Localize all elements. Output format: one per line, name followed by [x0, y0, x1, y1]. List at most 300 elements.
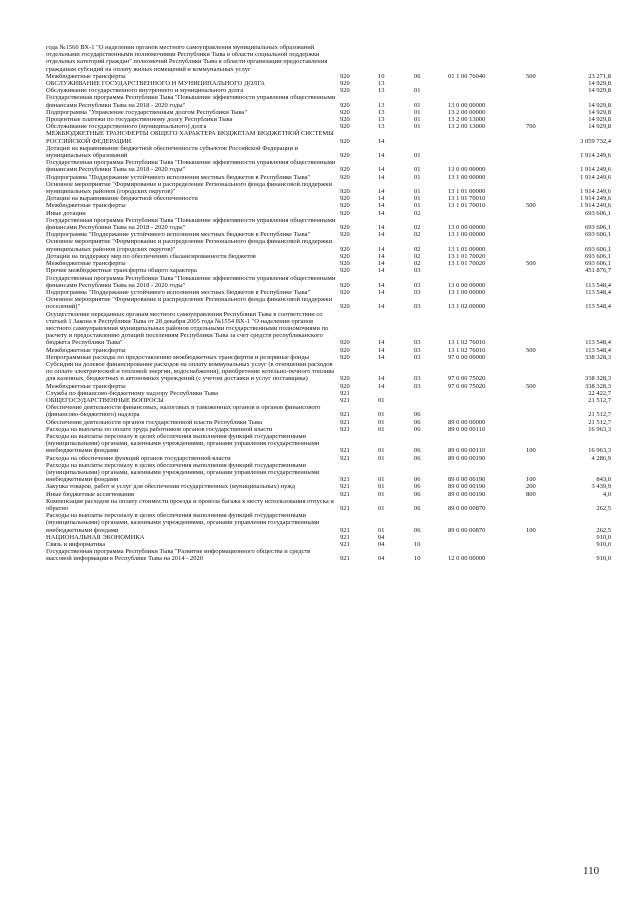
row-name: Обслуживание государственного (муниципального) долга — [46, 123, 207, 131]
row-name: Дотации на выравнивание бюджетной обеспеченности субъектов Российской Федерации и муниципальных образований — [46, 144, 299, 160]
row-amount: 23 271,8 — [588, 72, 611, 80]
row-subsection-code: 03 — [414, 281, 421, 289]
row-amount: 451 876,7 — [585, 267, 611, 275]
row-subsection-code — [414, 397, 448, 404]
budget-table-page — [46, 44, 611, 563]
table-row — [46, 397, 611, 404]
row-section-code: 14 — [378, 267, 385, 275]
row-amount: 14 929,8 — [588, 123, 611, 131]
table-row — [46, 483, 611, 490]
row-amount: 338 328,3 — [585, 353, 611, 361]
table-row — [46, 491, 611, 498]
row-section-code: 14 — [378, 346, 385, 354]
row-expense-type — [526, 267, 560, 274]
row-name: Межбюджетные трансферты — [46, 382, 126, 390]
row-amount: 910,0 — [596, 555, 611, 563]
row-subsection-code: 03 — [414, 288, 421, 296]
row-subsection-code: 06 — [414, 411, 421, 419]
table-row — [46, 181, 611, 195]
row-ministry-code: 921 — [340, 483, 350, 491]
row-expense-type — [526, 275, 560, 289]
row-expense-type — [526, 94, 560, 108]
row-amount: 14 929,8 — [588, 108, 611, 116]
row-ministry-code: 920 — [340, 209, 350, 217]
row-target-article: 13 2 00 13000 — [448, 123, 486, 131]
row-section-code: 14 — [378, 137, 385, 145]
row-target-article — [448, 541, 526, 548]
row-subsection-code: 01 — [414, 152, 421, 160]
row-amount: 21 512,7 — [588, 396, 611, 404]
row-target-article — [448, 87, 526, 94]
row-name: Компенсация расходов на оплату стоимости проезда и провоза багажа к месту использования отпуска и обратно — [46, 497, 334, 512]
row-section-code: 14 — [378, 339, 385, 347]
row-subsection-code: 06 — [414, 447, 421, 455]
table-row — [46, 289, 611, 296]
table-row — [46, 455, 611, 462]
row-expense-type — [526, 210, 560, 217]
table-row — [46, 498, 611, 512]
row-name: Иные дотации — [46, 209, 86, 217]
row-amount: 1 914 249,6 — [580, 188, 611, 196]
row-ministry-code: 920 — [340, 87, 350, 95]
row-name: Государственная программа Республики Тыва "Развитие информационного общества и средств массовой информации в Республике Тыва на 2014 - 2020 — [46, 548, 311, 563]
table-row — [46, 275, 611, 289]
row-amount: 113 548,4 — [585, 346, 611, 354]
row-amount: 113 548,4 — [585, 288, 611, 296]
row-target-article: 13 1 01 00000 — [448, 245, 486, 253]
row-section-code: 01 — [378, 425, 385, 433]
row-target-article: 13 1 01 70010 — [448, 195, 486, 203]
table-row — [46, 94, 611, 108]
row-name: года №1560 ВХ-1 "О наделении органов местного самоуправления муниципальных образований отдельными государственными полномочиями Республики Тыва в области социальной поддержки отдельных категорий граждан" полномочий Республики Тыва в области организации предоставления гражданам субсидий на оплату жилых помещений и коммунальных услуг — [46, 44, 328, 73]
row-ministry-code: 921 — [340, 454, 350, 462]
table-row — [46, 419, 611, 426]
row-section-code: 01 — [378, 490, 385, 498]
row-name: Подпрограмма "Поддержание устойчивого исполнения местных бюджетов в Республике Тыва" — [46, 173, 311, 181]
table-row — [46, 44, 611, 73]
row-name: Подпрограмма "Поддержание устойчивого исполнения местных бюджетов в Республике Тыва" — [46, 288, 311, 296]
row-amount: 338 328,3 — [585, 375, 611, 383]
row-section-code: 14 — [378, 173, 385, 181]
table-row — [46, 433, 611, 455]
row-name: Межбюджетные трансферты — [46, 72, 126, 80]
row-name: Государственная программа Республики Тыва "Повышение эффективности управления общественными финансами Республики Тыва на 2018 - 2020 годы" — [46, 94, 336, 109]
row-amount: 3 439,9 — [591, 483, 611, 491]
row-expense-type — [526, 253, 560, 260]
table-row — [46, 260, 611, 267]
row-name: Подпрограмма "Поддержание устойчивого исполнения местных бюджетов в Республике Тыва" — [46, 231, 311, 239]
row-target-article: 13 0 00 00000 — [448, 281, 486, 289]
row-target-article — [448, 534, 526, 541]
row-ministry-code: 920 — [340, 288, 350, 296]
row-name: Расходы на выплаты персоналу в целях обеспечения выполнения функций государственными (муниципальными) органами, казенными учреждениями, органами управления государственными внебюджетными фондами — [46, 461, 320, 484]
row-ministry-code: 921 — [340, 411, 350, 419]
table-row — [46, 541, 611, 548]
row-name: Осуществление переданных органам местного самоуправления Республики Тыва в соответствии со статьей 1 Закона в Республики Тыва от 28 декабря 2005 года №1554 ВХ-1 "О наделении органов местного самоуправления муниципальных районов отдельными государственными полномочиями по расчету и предоставлению дотаций поселениям Республики Тыва за счет средств республиканского бюджета Республики Тыва" — [46, 310, 329, 347]
row-target-article: 89 0 00 00190 — [448, 490, 486, 498]
row-ministry-code: 921 — [340, 418, 350, 426]
row-expense-type — [526, 419, 560, 426]
row-section-code: 01 — [378, 526, 385, 534]
row-subsection-code: 01 — [414, 108, 421, 116]
row-ministry-code: 920 — [340, 260, 350, 268]
row-amount: 693 606,1 — [585, 245, 611, 253]
table-row — [46, 73, 611, 80]
row-subsection-code: 06 — [414, 505, 421, 512]
row-subsection-code: 03 — [414, 382, 421, 390]
row-subsection-code — [414, 44, 448, 73]
row-ministry-code: 920 — [340, 224, 350, 232]
row-target-article: 13 0 00 00000 — [448, 166, 486, 174]
table-row — [46, 426, 611, 433]
table-row — [46, 383, 611, 390]
row-target-article: 13 0 00 00000 — [448, 224, 486, 232]
row-name: Государственная программа Республики Тыва "Повышение эффективности управления общественными финансами Республики Тыва на 2018 - 2020 годы" — [46, 216, 336, 232]
row-expense-type — [526, 397, 560, 404]
row-expense-type — [526, 354, 560, 361]
row-ministry-code: 920 — [340, 339, 350, 347]
row-name: Основное мероприятие "Формирование и распределение Регионального фонда финансовой поддержки поселений)" — [46, 296, 333, 311]
row-ministry-code: 920 — [340, 123, 350, 131]
row-expense-type: 100 — [526, 526, 536, 534]
row-amount: 693 606,1 — [585, 224, 611, 232]
row-name: Расходы на выплаты персоналу в целях обеспечения выполнения функций государственными (муниципальными) органами, казенными учреждениями, органами управления государственными внебюджетными фондами — [46, 512, 320, 534]
row-ministry-code: 921 — [340, 526, 350, 534]
row-subsection-code: 01 — [414, 195, 421, 203]
row-ministry-code: 921 — [340, 555, 350, 563]
row-subsection-code: 02 — [414, 245, 421, 253]
row-amount: 693 606,1 — [585, 231, 611, 239]
row-section-code: 13 — [378, 123, 385, 131]
row-expense-type — [526, 548, 560, 562]
row-ministry-code: 920 — [340, 346, 350, 354]
row-subsection-code: 01 — [414, 202, 421, 210]
table-row — [46, 512, 611, 534]
table-row — [46, 231, 611, 238]
row-subsection-code — [414, 390, 448, 397]
row-section-code: 14 — [378, 209, 385, 217]
row-amount: 14 929,8 — [588, 101, 611, 109]
row-amount: 4 286,9 — [591, 454, 611, 462]
row-expense-type — [526, 289, 560, 296]
row-target-article — [448, 390, 526, 397]
row-section-code: 04 — [378, 541, 385, 549]
row-ministry-code — [340, 44, 378, 73]
row-ministry-code: 920 — [340, 252, 350, 260]
row-expense-type: 500 — [526, 202, 536, 210]
row-amount: 22 422,7 — [588, 389, 611, 397]
page-number: 110 — [583, 865, 600, 877]
table-row — [46, 109, 611, 116]
row-expense-type: 700 — [526, 123, 536, 131]
table-row — [46, 354, 611, 361]
row-section-code: 14 — [378, 382, 385, 390]
row-expense-type — [526, 145, 560, 159]
row-section-code: 01 — [378, 411, 385, 419]
table-row — [46, 217, 611, 231]
row-name: Государственная программа Республики Тыва "Повышение эффективности управления общественными финансами Республики Тыва на 2018 - 2020 годы" — [46, 274, 336, 289]
row-name: ОБСЛУЖИВАНИЕ ГОСУДАРСТВЕННОГО И МУНИЦИПАЛЬНОГО ДОЛГА — [46, 80, 265, 88]
row-name: Дотации на поддержку мер по обеспечению сбалансированности бюджетов — [46, 252, 256, 260]
row-expense-type: 800 — [526, 490, 536, 498]
table-row — [46, 174, 611, 181]
row-subsection-code: 06 — [414, 72, 421, 80]
table-row — [46, 202, 611, 209]
row-section-code — [378, 44, 414, 73]
row-section-code: 01 — [378, 476, 385, 484]
row-expense-type — [526, 534, 560, 541]
row-amount: 21 512,7 — [588, 418, 611, 426]
row-name: Межбюджетные трансферты — [46, 202, 126, 210]
row-target-article — [448, 44, 526, 73]
row-ministry-code: 921 — [340, 533, 350, 541]
row-ministry-code: 921 — [340, 541, 350, 549]
row-section-code: 14 — [378, 353, 385, 361]
row-amount: 14 929,8 — [588, 80, 611, 88]
row-amount: 693 606,1 — [585, 260, 611, 268]
row-name: Закупка товаров, работ и услуг для обеспечения государственных (муниципальных) нужд — [46, 483, 296, 491]
row-ministry-code: 920 — [340, 72, 350, 80]
row-subsection-code — [414, 80, 448, 87]
row-section-code: 04 — [378, 533, 385, 541]
row-section-code: 01 — [378, 418, 385, 426]
row-section-code: 14 — [378, 288, 385, 296]
row-expense-type: 100 — [526, 447, 536, 455]
table-row — [46, 238, 611, 252]
row-amount: 1 914 249,6 — [580, 202, 611, 210]
row-section-code: 14 — [378, 166, 385, 174]
row-section-code: 04 — [378, 555, 385, 563]
row-ministry-code: 920 — [340, 173, 350, 181]
table-row — [46, 159, 611, 173]
row-section-code: 14 — [378, 224, 385, 232]
row-expense-type — [526, 44, 560, 73]
row-subsection-code — [414, 534, 448, 541]
row-name: Процентные платежи по государственному долгу Республики Тыва — [46, 116, 233, 124]
row-subsection-code: 01 — [414, 101, 421, 109]
table-row — [46, 130, 611, 144]
row-subsection-code: 10 — [414, 555, 421, 563]
row-ministry-code: 921 — [340, 396, 350, 404]
row-ministry-code: 921 — [340, 505, 350, 512]
row-section-code: 14 — [378, 245, 385, 253]
row-target-article — [448, 397, 526, 404]
row-target-article: 13 1 01 70020 — [448, 252, 486, 260]
table-row — [46, 145, 611, 159]
row-name: Иные бюджетные ассигнования — [46, 490, 135, 498]
row-amount: 14 929,8 — [588, 116, 611, 124]
row-target-article — [448, 145, 526, 159]
row-subsection-code: 06 — [414, 454, 421, 462]
table-row — [46, 361, 611, 383]
row-name: Расходы на обеспечение функций органов государственной власти — [46, 454, 231, 462]
row-amount: 843,0 — [596, 476, 611, 484]
table-row — [46, 404, 611, 418]
row-target-article: 13 1 00 00000 — [448, 173, 486, 181]
row-section-code: 01 — [378, 483, 385, 491]
row-name: Обеспечение деятельности органов государственной власти Республики Тыва — [46, 418, 262, 426]
row-section-code: 14 — [378, 152, 385, 160]
row-expense-type — [526, 181, 560, 195]
row-section-code: 01 — [378, 505, 385, 512]
row-ministry-code: 920 — [340, 245, 350, 253]
row-amount: 910,0 — [596, 533, 611, 541]
row-subsection-code: 03 — [414, 303, 421, 311]
row-section-code: 14 — [378, 202, 385, 210]
row-name: Основное мероприятие "Формирование и распределение Регионального фонда финансовой поддержки муниципальных районов (городских округов)" — [46, 238, 333, 253]
row-amount: 113 548,4 — [585, 303, 611, 311]
row-subsection-code: 03 — [414, 267, 421, 275]
row-ministry-code: 921 — [340, 447, 350, 455]
table-row — [46, 80, 611, 87]
row-name: Расходы на выплаты персоналу в целях обеспечения выполнения функций государственными (муниципальными) органами, казенными учреждениями, органами управления государственными внебюджетными фондами — [46, 432, 320, 455]
table-row — [46, 311, 611, 347]
row-ministry-code: 920 — [340, 281, 350, 289]
row-section-code: 13 — [378, 116, 385, 124]
row-expense-type — [526, 361, 560, 383]
row-target-article — [448, 80, 526, 87]
row-section-code: 14 — [378, 188, 385, 196]
row-expense-type — [526, 174, 560, 181]
row-subsection-code: 01 — [414, 123, 421, 131]
row-subsection-code: 06 — [414, 526, 421, 534]
row-subsection-code: 10 — [414, 541, 421, 549]
row-expense-type — [526, 296, 560, 310]
row-target-article: 89 0 00 00110 — [448, 447, 486, 455]
row-subsection-code — [414, 130, 448, 144]
row-ministry-code: 921 — [340, 389, 350, 397]
row-expense-type — [526, 404, 560, 418]
row-ministry-code: 920 — [340, 382, 350, 390]
row-ministry-code: 921 — [340, 425, 350, 433]
row-amount: 4,0 — [602, 490, 611, 498]
row-expense-type — [526, 87, 560, 94]
row-section-code: 01 — [378, 447, 385, 455]
row-subsection-code: 02 — [414, 231, 421, 239]
row-target-article: 89 0 00 00870 — [448, 526, 486, 534]
row-amount: 262,5 — [596, 526, 611, 534]
row-subsection-code: 01 — [414, 188, 421, 196]
row-subsection-code: 06 — [414, 483, 421, 491]
row-amount: 16 963,3 — [588, 425, 611, 433]
row-name: Служба по финансово-бюджетному надзору Республики Тыва — [46, 389, 218, 397]
row-expense-type — [526, 109, 560, 116]
row-subsection-code: 02 — [414, 209, 421, 217]
row-expense-type — [526, 116, 560, 123]
row-expense-type — [526, 159, 560, 173]
table-row — [46, 116, 611, 123]
row-amount — [560, 44, 611, 73]
row-name: Расходы на выплаты по оплате труда работников органов государственной власти — [46, 425, 273, 433]
row-name: Дотации на выравнивание бюджетной обеспеченности — [46, 195, 198, 203]
row-subsection-code: 01 — [414, 173, 421, 181]
row-ministry-code: 920 — [340, 188, 350, 196]
table-row — [46, 347, 611, 354]
row-target-article: 13 1 00 00000 — [448, 288, 486, 296]
row-target-article: 97 0 00 75020 — [448, 382, 486, 390]
row-ministry-code: 920 — [340, 195, 350, 203]
budget-table-body — [46, 44, 611, 563]
row-subsection-code: 01 — [414, 166, 421, 174]
row-section-code: 13 — [378, 87, 385, 95]
row-target-article: 13 0 00 00000 — [448, 101, 486, 109]
row-expense-type — [526, 498, 560, 512]
row-ministry-code: 920 — [340, 375, 350, 383]
row-expense-type — [526, 195, 560, 202]
row-target-article: 13 2 00 00000 — [448, 108, 486, 116]
row-subsection-code: 02 — [414, 252, 421, 260]
row-section-code: 14 — [378, 303, 385, 311]
row-expense-type — [526, 80, 560, 87]
row-target-article — [448, 404, 526, 418]
row-expense-type — [526, 217, 560, 231]
budget-table — [46, 44, 611, 563]
row-section-code: 14 — [378, 195, 385, 203]
row-target-article: 97 0 00 00000 — [448, 353, 486, 361]
row-name: НАЦИОНАЛЬНАЯ ЭКОНОМИКА — [46, 533, 145, 541]
row-name: Основное мероприятие "Формирование и распределение Регионального фонда финансовой поддержки муниципальных районов (городских округов)" — [46, 180, 333, 196]
row-expense-type — [526, 231, 560, 238]
row-ministry-code: 920 — [340, 152, 350, 160]
row-ministry-code: 920 — [340, 303, 350, 311]
row-expense-type: 500 — [526, 382, 536, 390]
row-subsection-code: 01 — [414, 116, 421, 124]
row-section-code: 14 — [378, 231, 385, 239]
table-row — [46, 253, 611, 260]
row-name: Субсидии на долевое финансирование расходов на оплату коммунальных услуг (в отношении расходов по оплате электрической и тепловой энергии, водоснабжения), приобретение котельно-печного топлива для казенных, бюджетных и автономных учреждений (с учетом доставки и услуг поставщика) — [46, 360, 335, 383]
row-target-article: 89 0 00 00190 — [448, 476, 486, 484]
table-row — [46, 87, 611, 94]
row-subsection-code: 03 — [414, 375, 421, 383]
row-section-code: 01 — [378, 396, 385, 404]
row-expense-type — [526, 390, 560, 397]
row-subsection-code: 03 — [414, 353, 421, 361]
row-target-article: 13 1 00 00000 — [448, 231, 486, 239]
row-ministry-code: 920 — [340, 101, 350, 109]
row-target-article: 89 0 00 00190 — [448, 483, 486, 491]
row-section-code: 10 — [378, 72, 385, 80]
row-amount: 16 963,3 — [588, 447, 611, 455]
row-name: МЕЖБЮДЖЕТНЫЕ ТРАНСФЕРТЫ ОБЩЕГО ХАРАКТЕРА БЮДЖЕТАМ БЮДЖЕТНОЙ СИСТЕМЫ РОССИЙСКОЙ ФЕДЕРАЦИИ — [46, 130, 334, 145]
row-subsection-code: 06 — [414, 418, 421, 426]
table-row — [46, 296, 611, 310]
row-amount: 113 548,4 — [585, 281, 611, 289]
row-amount: 21 512,7 — [588, 411, 611, 419]
row-target-article — [448, 130, 526, 144]
table-row — [46, 210, 611, 217]
row-ministry-code: 920 — [340, 116, 350, 124]
row-target-article: 89 0 00 00110 — [448, 425, 486, 433]
row-target-article: 13 1 02 76010 — [448, 346, 486, 354]
row-expense-type: 500 — [526, 346, 536, 354]
row-section-code: 13 — [378, 101, 385, 109]
row-target-article: 13 1 01 70010 — [448, 202, 486, 210]
row-target-article — [448, 210, 526, 217]
row-ministry-code: 920 — [340, 231, 350, 239]
row-expense-type: 200 — [526, 483, 536, 491]
row-section-code: 13 — [378, 108, 385, 116]
row-target-article: 89 0 00 00870 — [448, 505, 486, 512]
row-expense-type: 100 — [526, 476, 536, 484]
row-amount: 3 059 732,4 — [580, 137, 611, 145]
row-amount: 14 929,8 — [588, 87, 611, 95]
row-ministry-code: 920 — [340, 353, 350, 361]
row-name: Межбюджетные трансферты — [46, 260, 126, 268]
row-ministry-code: 921 — [340, 476, 350, 484]
row-name: Связь и информатика — [46, 541, 106, 549]
row-expense-type — [526, 426, 560, 433]
table-row — [46, 462, 611, 484]
